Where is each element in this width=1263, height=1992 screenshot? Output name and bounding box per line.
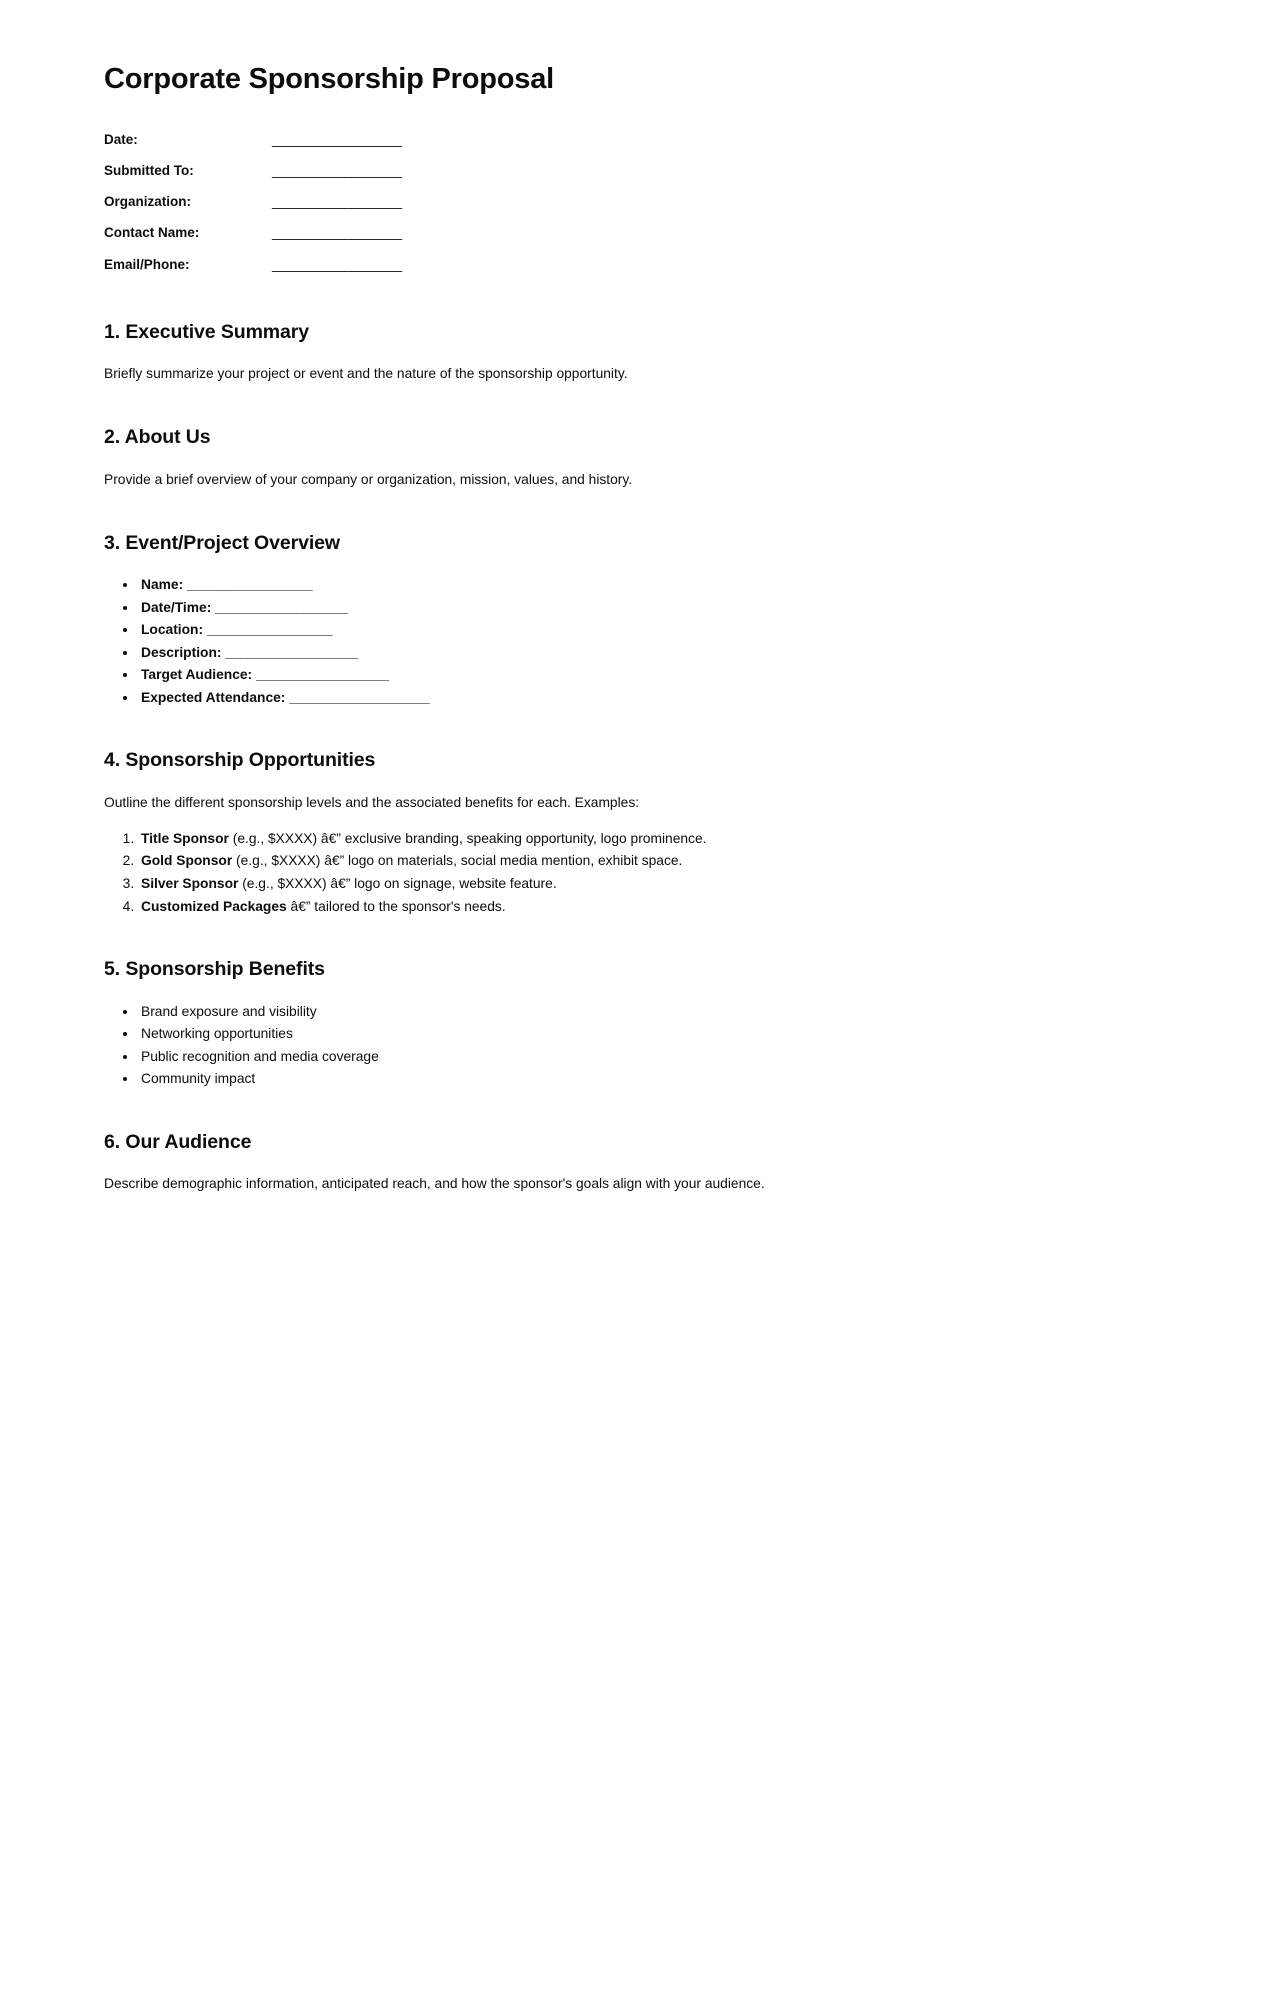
bullet-fill-line-target-audience[interactable]: __________________ [256,667,389,683]
header-fields [104,131,904,274]
section-our-audience [104,1130,904,1194]
field-fill-line-date[interactable]: __________________ [272,131,402,147]
section-sponsorship-opportunities [104,748,904,916]
bullet-fill-line-location[interactable]: _________________ [206,622,333,638]
list-item: • Public recognition and media coverage [138,1047,904,1067]
list-item [138,874,904,894]
sponsor-tier-gold: Gold Sponsor [141,853,233,869]
section-heading-executive-summary: 1. Executive Summary [104,320,310,343]
field-fill-line-contact-name[interactable]: __________________ [272,225,402,241]
bullet-fill-line-expected-attendance[interactable]: ___________________ [289,689,430,705]
bullet-fill-line-name[interactable]: _________________ [187,577,313,593]
section-body-sponsorship-opportunities: Outline the different sponsorship levels and the associated benefits for each. Examples: [104,794,640,810]
sponsor-tier-title-detail: (e.g., $XXXX) â€” exclusive branding, speaking opportunity, logo prominence. [228,830,707,846]
bullet-label-location: Location: [141,622,204,638]
field-row-organization [104,193,904,211]
sponsorship-levels-list [104,829,904,916]
field-label-email-phone: Email/Phone: [104,256,190,272]
list-item [138,575,904,595]
section-about-us [104,425,904,489]
field-label-submitted-to: Submitted To: [104,163,194,179]
list-item: • Brand exposure and visibility [138,1002,904,1022]
bullet-fill-line-date-time[interactable]: __________________ [215,599,348,615]
section-body-executive-summary: Briefly summarize your project or event and the nature of the sponsorship opportunity. [104,366,628,382]
section-heading-our-audience: 6. Our Audience [104,1130,252,1153]
field-row-date [104,131,904,149]
list-item [138,851,904,871]
field-fill-line-submitted-to[interactable]: __________________ [272,163,402,179]
field-row-contact-name [104,224,904,242]
list-item [138,829,904,849]
sponsor-tier-customized: Customized Packages [141,898,287,914]
section-heading-event-project-overview: 3. Event/Project Overview [104,531,340,554]
sponsor-tier-title: Title Sponsor [141,830,229,846]
field-row-submitted-to [104,162,904,180]
section-heading-sponsorship-opportunities: 4. Sponsorship Opportunities [104,749,376,772]
bullet-label-date-time: Date/Time: [141,599,212,615]
sponsor-tier-silver-detail: (e.g., $XXXX) â€” logo on signage, website feature. [238,876,557,892]
section-heading-about-us: 2. About Us [104,426,211,449]
bullet-label-description: Description: [141,644,222,660]
field-fill-line-email-phone[interactable]: __________________ [272,256,402,272]
section-sponsorship-benefits [104,957,904,1089]
list-item: • Community impact [138,1069,904,1089]
section-heading-sponsorship-benefits: 5. Sponsorship Benefits [104,958,325,981]
field-label-date: Date: [104,131,138,147]
field-fill-line-organization[interactable]: __________________ [272,194,402,210]
page-title: Corporate Sponsorship Proposal [104,63,554,95]
sponsorship-benefits-list [104,1002,904,1089]
bullet-label-expected-attendance: Expected Attendance: [141,689,286,705]
list-item [138,620,904,640]
bullet-label-target-audience: Target Audience: [141,667,253,683]
document-content [0,0,904,1194]
sponsor-tier-silver: Silver Sponsor [141,876,239,892]
section-executive-summary [104,320,904,384]
bullet-label-name: Name: [141,577,184,593]
list-item [138,688,904,708]
sponsor-tier-customized-detail: â€” tailored to the sponsor's needs. [286,898,506,914]
field-row-email-phone [104,256,904,274]
list-item [138,665,904,685]
bullet-fill-line-description[interactable]: __________________ [225,644,359,660]
sponsor-tier-gold-detail: (e.g., $XXXX) â€” logo on materials, social media mention, exhibit space. [232,853,683,869]
field-label-contact-name: Contact Name: [104,225,200,241]
list-item [138,598,904,618]
list-item: • Networking opportunities [138,1024,904,1044]
list-item [138,897,904,917]
section-body-our-audience: Describe demographic information, anticipated reach, and how the sponsor's goals align with your audience. [104,1176,765,1192]
list-item [138,643,904,663]
field-label-organization: Organization: [104,194,191,210]
section-event-project-overview [104,531,904,708]
section-body-about-us: Provide a brief overview of your company or organization, mission, values, and history. [104,471,633,487]
event-overview-list [104,575,904,707]
